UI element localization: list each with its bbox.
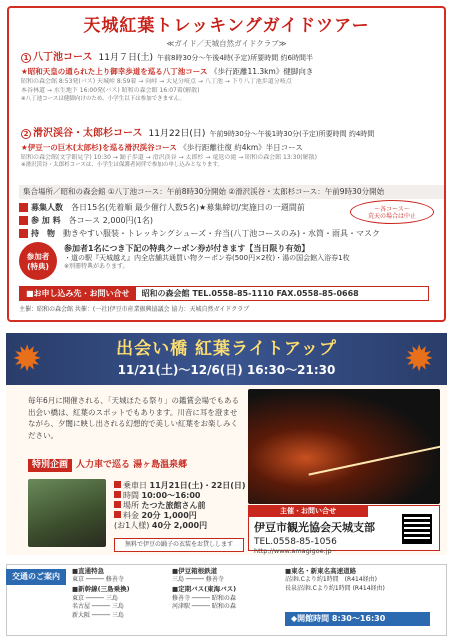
organizers: 主催：昭和の森会館 共催：(一社)伊豆市産業振興協議会 協力：天城自然ガイドクラブ	[19, 306, 250, 313]
special-event	[28, 459, 242, 473]
detail-label: 乗車日	[123, 481, 147, 490]
course-note: ※滑沢渓谷・太郎杉コースは、小学生は保護者同伴で参加の申し込みとなります。	[21, 162, 223, 169]
maple-leaf-icon: ✹	[12, 339, 43, 380]
lightup-title: 出会い橋 紅葉ライトアップ	[116, 339, 337, 359]
square-icon	[114, 511, 121, 518]
access-col-rail	[72, 567, 130, 621]
weather-notice-bubble: 〜各コース〜 荒天の場合は中止	[350, 200, 434, 224]
special-title: 人力車で巡る 湯ヶ島温泉郷	[76, 460, 188, 470]
meeting-place: 集合場所／昭和の森会館 ①八丁池コース：午前8時30分開始 ②滑沢渓谷・太郎杉コース：午前9時30分開始	[19, 185, 444, 199]
detail-row	[114, 481, 254, 491]
course-note: ※八丁池コースは健脚向けのため、小学生以下は参加できません。	[21, 95, 185, 102]
lightup-section	[6, 333, 447, 555]
trekking-section	[7, 6, 446, 322]
apply-contact[interactable]: 昭和の森会館 TEL.0558-85-1110 FAX.0558-85-0668	[141, 289, 359, 298]
detail-row	[114, 511, 254, 521]
detail-label: (お1人様)	[114, 521, 150, 530]
course-highlight-sub: 《歩行距離往復 約4km》半日コース	[179, 142, 303, 152]
course-name: 八丁池コース	[33, 52, 93, 63]
access-heading: ■直通特急	[72, 567, 105, 575]
rickshaw-photo	[28, 479, 106, 547]
benefit-heading: 参加者1名につき下記の特典クーポン券が付きます【当日限り有効】	[64, 244, 310, 253]
inquiry-url[interactable]: http://www.amagigoe.jp	[254, 547, 332, 555]
lightup-intro: 毎年6月に開催される、「天城ほたる祭り」の鑑賞会場でもある出会い橋は、紅葉のスポットでもあります。川音に耳を澄ませながら、夕闇に映し出される幻想的で美しい紅葉をお楽しみください。	[28, 396, 240, 440]
detail-row	[114, 491, 254, 501]
detail-row	[114, 521, 254, 531]
course-highlight-sub: 《歩行距離11.3km》健脚向き	[209, 66, 314, 76]
course-date: 11月22日(日)	[148, 128, 206, 139]
trek-title: 天城紅葉トレッキングガイドツアー	[83, 16, 370, 36]
detail-label: 料金	[123, 511, 139, 520]
course-route: 本谷林道 → 水生地下 16:00発(バス) 昭和の森会館 16:07着(解散)	[21, 87, 200, 95]
detail-row	[114, 501, 254, 511]
access-line: 長泉沼津I.Cより約1時間 (R414経由)	[285, 585, 385, 593]
detail-value: たつた旅館さん前	[141, 501, 206, 510]
bridge-lightup-photo	[248, 389, 440, 504]
square-icon	[19, 229, 28, 238]
detail-value: 40分 2,000円	[151, 521, 208, 530]
square-icon	[114, 481, 121, 488]
detail-value: 20分 1,000円	[141, 511, 197, 520]
course-time: 午前8時30分〜午後4時(予定)所要時間 約6時間半	[156, 53, 313, 62]
access-heading: ■定期バス(東海バス)	[172, 585, 237, 594]
detail-value: 10:00〜16:00	[141, 491, 201, 500]
detail-label: 場所	[123, 501, 139, 510]
benefit-note: ※別冊特典があります。	[64, 262, 129, 270]
access-line: 沼津I.Cより約1時間 (R414経由)	[285, 576, 377, 584]
info-text: 各日15名(先着順 最少催行人数5名)★募集締切/実施日の一週間前	[71, 203, 305, 212]
lightup-header	[6, 333, 447, 385]
course-name: 滑沢渓谷・太郎杉コース	[33, 128, 143, 139]
course-highlight: ★伊豆一の巨木(太郎杉)を巡る滑沢渓谷コース	[21, 142, 177, 152]
access-line: 河津駅 ───── 昭和の森	[172, 603, 236, 611]
inquiry-tel[interactable]: TEL.0558-85-1056	[254, 537, 337, 547]
access-col-car	[285, 567, 385, 594]
info-label: 募集人数	[31, 203, 63, 212]
apply-tag: ■お申し込み先・お問い合せ	[20, 287, 136, 300]
qr-code[interactable]	[402, 514, 432, 544]
access-tag: 交通のご案内	[6, 569, 66, 585]
access-heading: ■新幹線(三島乗換)	[72, 585, 130, 594]
inquiry-tag: 主催・お問い合せ	[248, 505, 368, 517]
course-time: 午前9時30分〜午後1時30分(予定)所要時間 約4時間	[209, 129, 375, 138]
access-line: 東京 ───── 三島	[72, 594, 118, 602]
lightup-dates: 11/21(土)〜12/6(日) 16:30〜21:30	[117, 363, 336, 377]
access-heading: ■伊豆箱根鉄道	[172, 567, 218, 575]
detail-label: 時間	[123, 491, 139, 500]
info-label: 参 加 料	[31, 216, 61, 225]
apply-bar	[19, 286, 429, 301]
course-highlight: ★昭和天皇の通られた上り御幸歩道を巡る八丁池コース	[21, 66, 208, 76]
costume-note: 無料で伊豆の踊子の衣装をお貸しします	[114, 538, 244, 552]
square-icon	[19, 203, 28, 212]
square-icon	[19, 216, 28, 225]
benefit-line: ・道の駅『天城越え』内全店舗共通買い物クーポン券(500円×2枚)・湯の国会館入浴券1枚	[64, 254, 350, 262]
detail-value: 11月21日(土)・22日(日)	[149, 481, 246, 490]
course-route: 昭和の森会館(文学館見学) 10:30 → 踊子歩道 → 滑沢渓谷 → 太郎杉 → 竜返の滝 → 昭和の森会館 13:30(解散)	[21, 153, 317, 161]
maple-leaf-icon: ✹	[404, 339, 435, 380]
course-date: 11月７日(土)	[98, 52, 153, 63]
course-2	[21, 128, 441, 169]
opening-hours: ◆開館時間 8:30〜16:30	[285, 612, 430, 626]
course-route: 昭和の森会館 8:53発(バス) 天城峠 8:59着 → 向峠 → 大見分岐点 → 八丁池 → 下り八丁池歩道分岐点	[21, 77, 292, 85]
access-line: 修善寺 ───── 昭和の森	[172, 594, 236, 602]
access-line: 名古屋 ───── 三島	[72, 603, 124, 611]
square-icon	[114, 501, 121, 508]
info-text: 各コース 2,000円(1名)	[68, 216, 153, 225]
special-tag: 特別企画	[28, 459, 72, 472]
course-1	[21, 52, 441, 103]
access-line: 新大阪 ───── 三島	[72, 611, 124, 619]
benefit-block	[64, 244, 439, 270]
access-line: 三島 ───── 修善寺	[172, 576, 224, 584]
inquiry-org: 伊豆市観光協会天城支部	[254, 521, 375, 534]
info-label: 持 物	[31, 229, 55, 238]
access-heading: ■東名・新東名高速道路	[285, 567, 357, 575]
course-number: 2	[21, 129, 31, 139]
info-text: 動きやすい服装・トレッキングシューズ・弁当(八丁池コースのみ)・水筒・雨具・マスク	[63, 229, 380, 238]
course-number: 1	[21, 53, 31, 63]
participant-badge: 参加者 (特典)	[19, 242, 57, 280]
square-icon	[114, 491, 121, 498]
info-row-items	[19, 229, 444, 239]
access-line: 東京 ───── 修善寺	[72, 576, 124, 584]
access-col-bus	[172, 567, 236, 612]
trek-subtitle: ≪ガイド／天城自然ガイドクラブ≫	[166, 39, 287, 48]
